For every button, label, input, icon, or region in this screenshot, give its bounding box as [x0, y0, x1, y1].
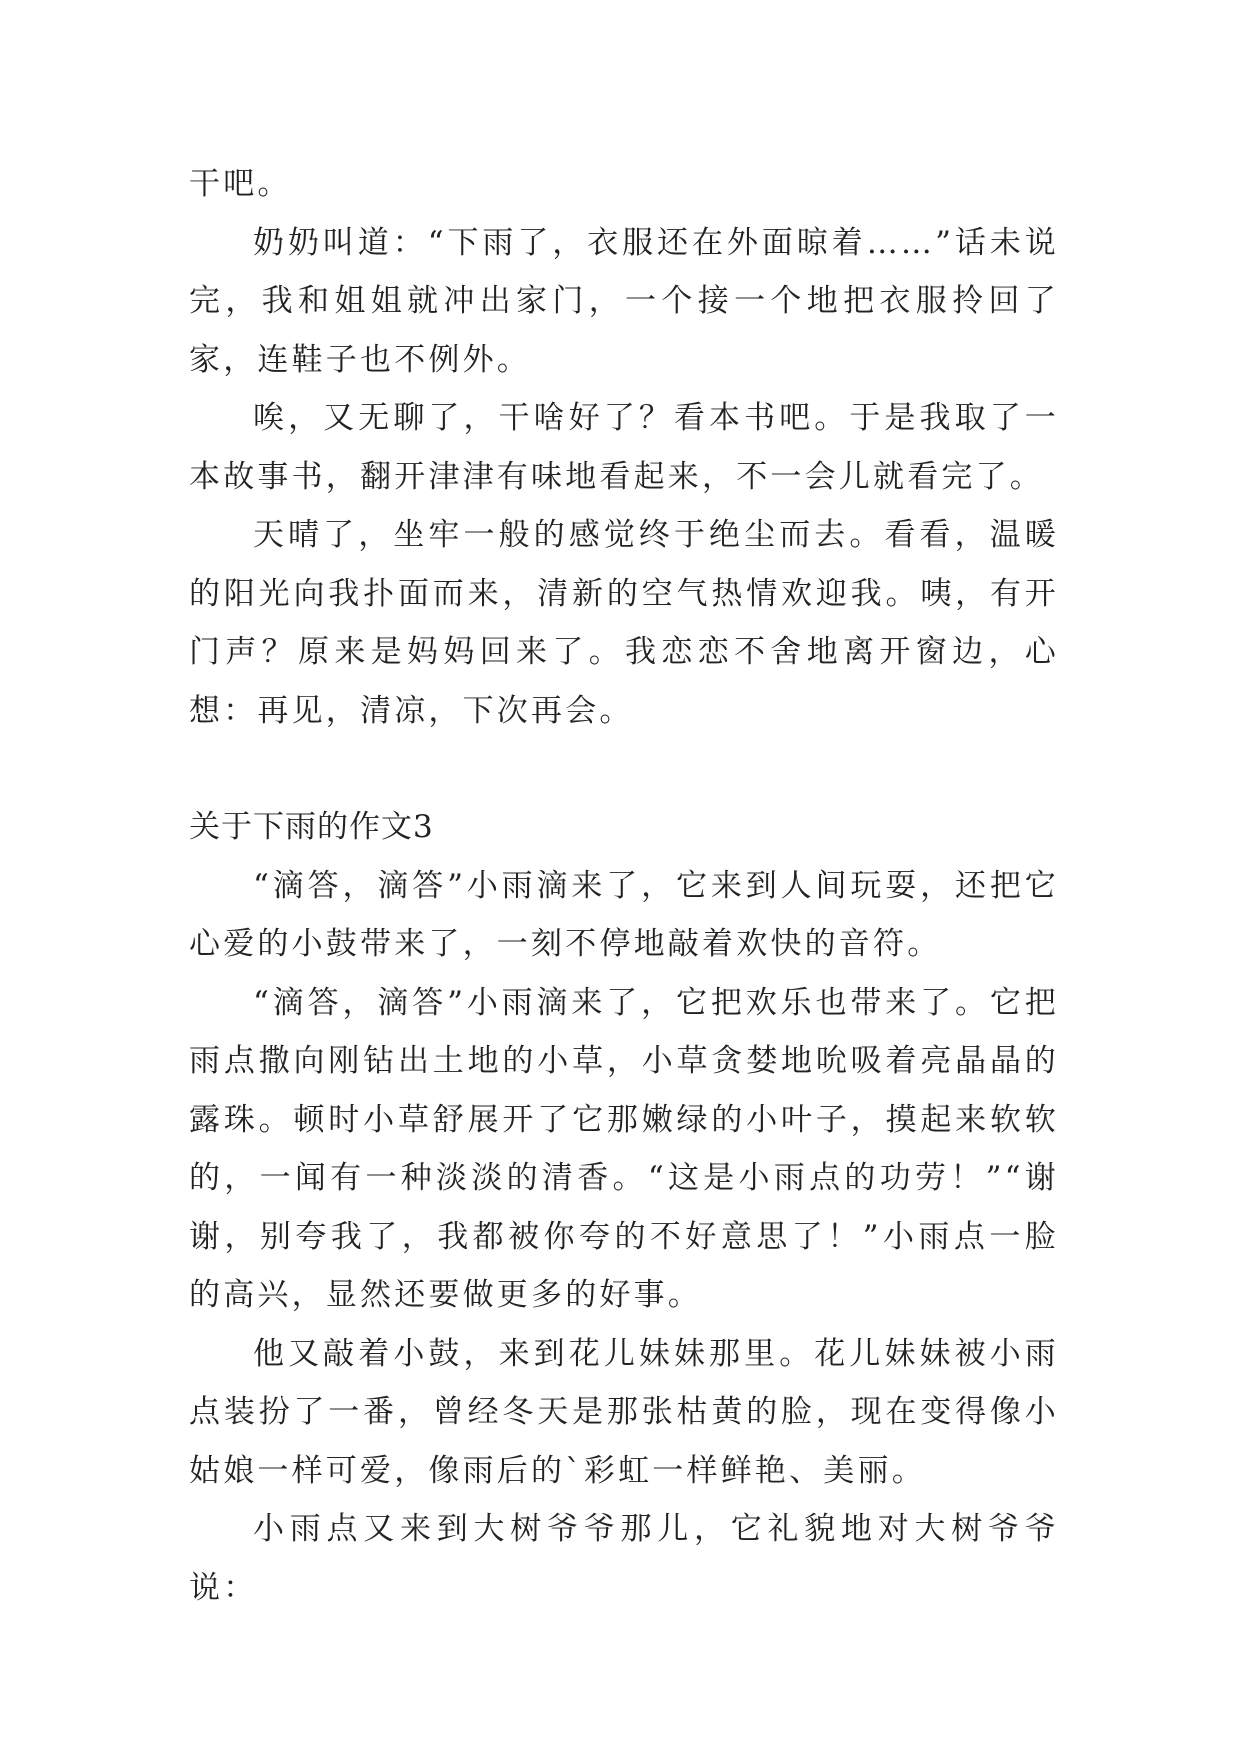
paragraph: 奶奶叫道：“下雨了，衣服还在外面晾着……”话未说完，我和姐姐就冲出家门，一个接一个地把衣服拎回了家，连鞋子也不例外。: [189, 224, 1059, 378]
document-body: [189, 155, 1059, 1617]
paragraph-continuation: 干吧。: [189, 166, 292, 202]
paragraph: “滴答，滴答”小雨滴来了，它来到人间玩耍，还把它心爱的小鼓带来了，一刻不停地敲着欢快的音符。: [189, 867, 1059, 962]
paragraph: 天晴了，坐牢一般的感觉终于绝尘而去。看看，温暖的阳光向我扑面而来，清新的空气热情欢迎我。咦，有开门声？原来是妈妈回来了。我恋恋不舍地离开窗边，心想：再见，清凉，下次再会。: [189, 517, 1059, 729]
paragraph: 他又敲着小鼓，来到花儿妹妹那里。花儿妹妹被小雨点装扮了一番，曾经冬天是那张枯黄的脸，现在变得像小姑娘一样可爱，像雨后的`彩虹一样鲜艳、美丽。: [189, 1335, 1059, 1489]
section-heading: 关于下雨的作文3: [189, 809, 434, 845]
paragraph: 唉，又无聊了，干啥好了？看本书吧。于是我取了一本故事书，翻开津津有味地看起来，不一会儿就看完了。: [189, 400, 1059, 495]
section-spacer: [189, 740, 1059, 798]
paragraph: “滴答，滴答”小雨滴来了，它把欢乐也带来了。它把雨点撒向刚钻出土地的小草，小草贪婪地吮吸着亮晶晶的露珠。顿时小草舒展开了它那嫩绿的小叶子，摸起来软软的，一闻有一种淡淡的清香。“这是小雨点的功劳！”“谢谢，别夸我了，我都被你夸的不好意思了！”小雨点一脸的高兴，显然还要做更多的好事。: [189, 984, 1059, 1313]
paragraph: 小雨点又来到大树爷爷那儿，它礼貌地对大树爷爷说：: [189, 1511, 1059, 1606]
